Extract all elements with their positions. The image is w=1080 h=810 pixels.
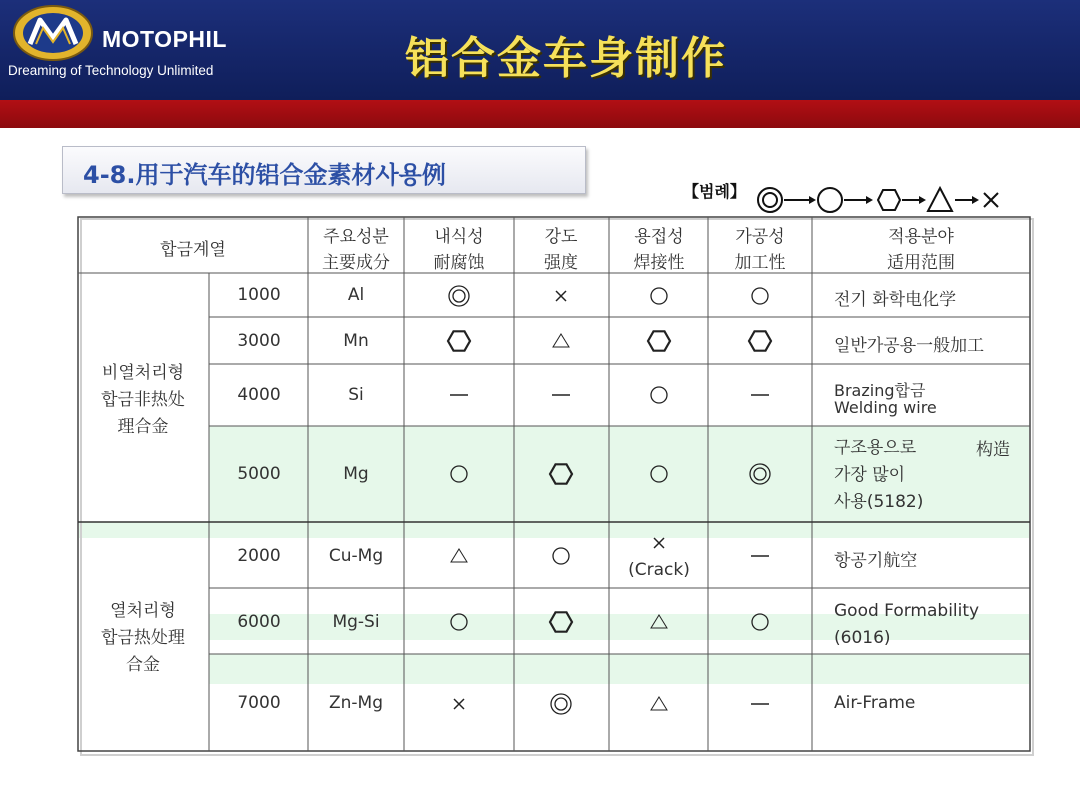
application-line: Good Formability	[834, 601, 980, 621]
group-label-line: 합금热处理	[101, 628, 185, 648]
header-application-ko: 적용분야	[888, 227, 954, 247]
header-application	[887, 224, 955, 276]
element-cell: Zn-Mg	[328, 693, 384, 713]
header-weldability-zh: 焊接性	[633, 253, 685, 273]
application-line: (6016)	[834, 628, 891, 648]
application-line: 가장 많이	[834, 465, 906, 485]
triangle-icon	[451, 549, 467, 562]
element-cell: Al	[347, 285, 365, 305]
cross-icon	[454, 699, 464, 709]
hexagon-icon	[648, 331, 670, 350]
double-circle-icon	[449, 286, 469, 306]
header-strength-ko: 강도	[544, 227, 578, 247]
circle-icon	[651, 288, 667, 304]
application-cell: 전기 화학电化学	[834, 290, 957, 310]
header-workability	[735, 224, 786, 276]
header-workability-zh: 加工性	[734, 253, 786, 273]
header-strength	[544, 224, 578, 276]
group-label-line: 合金	[125, 655, 160, 675]
series-cell: 2000	[237, 546, 281, 566]
triangle-icon	[651, 697, 667, 710]
series-cell: 3000	[237, 331, 281, 351]
legend-label: 【범례】	[683, 182, 746, 201]
header-workability-ko: 가공성	[735, 227, 785, 247]
circle-icon	[651, 387, 667, 403]
weldability-note: (Crack)	[628, 560, 690, 580]
series-cell: 4000	[237, 385, 281, 405]
application-cell: 일반가공용一般加工	[834, 336, 985, 356]
group-label-non-heat-treat	[101, 360, 185, 441]
header-corrosion	[434, 224, 485, 276]
cross-icon	[654, 538, 664, 548]
cross-icon	[556, 291, 566, 301]
element-cell: Cu-Mg	[328, 546, 384, 566]
circle-icon	[752, 288, 768, 304]
brand-tagline: Dreaming of Technology Unlimited	[8, 63, 214, 78]
application-cell	[834, 382, 937, 416]
header-application-zh: 适用范围	[887, 253, 955, 273]
hexagon-icon	[749, 331, 771, 350]
header-alloy-series: 합금계열	[160, 240, 226, 260]
application-cell	[834, 598, 979, 652]
triangle-icon	[553, 334, 569, 347]
series-cell: 6000	[237, 612, 281, 632]
group-label-line: 열처리형	[110, 601, 176, 621]
circle-icon	[553, 548, 569, 564]
brand-name: MOTOPHIL	[102, 26, 227, 52]
group-label-line: 비열처리형	[101, 363, 185, 383]
element-cell: Mg	[343, 464, 369, 484]
application-cell	[834, 435, 923, 516]
header-components-zh: 主要成分	[322, 253, 390, 273]
section-title: 4-8.用于汽车的铝合金素材사용例	[83, 161, 446, 189]
series-cell: 5000	[237, 464, 281, 484]
element-cell: Mg-Si	[332, 612, 380, 632]
header-components-ko: 주요성분	[323, 227, 389, 247]
application-cell: 항공기航空	[834, 551, 918, 571]
header-strength-zh: 强度	[544, 253, 578, 273]
header-components	[322, 224, 390, 276]
application-extra: 构造	[976, 440, 1010, 460]
hexagon-icon	[448, 331, 470, 350]
application-cell: Air-Frame	[834, 693, 916, 713]
element-cell: Mn	[343, 331, 369, 351]
application-line: Brazing합금	[834, 381, 926, 400]
header-corrosion-zh: 耐腐蚀	[433, 253, 485, 273]
header-corrosion-ko: 내식성	[434, 227, 484, 247]
series-cell: 1000	[237, 285, 281, 305]
element-cell: Si	[348, 385, 364, 405]
application-line: 구조용으로	[834, 438, 917, 458]
application-line: 사용(5182)	[834, 492, 924, 512]
header-weldability	[634, 224, 685, 276]
group-label-heat-treat	[101, 598, 185, 679]
group-label-line: 理合金	[117, 417, 169, 437]
series-cell: 7000	[237, 693, 281, 713]
page-title: 铝合金车身制作	[405, 33, 727, 84]
application-line: Welding wire	[834, 398, 937, 417]
double-circle-icon	[551, 694, 571, 714]
header-weldability-ko: 용접성	[634, 227, 684, 247]
group-label-line: 합금非热处	[101, 390, 185, 410]
